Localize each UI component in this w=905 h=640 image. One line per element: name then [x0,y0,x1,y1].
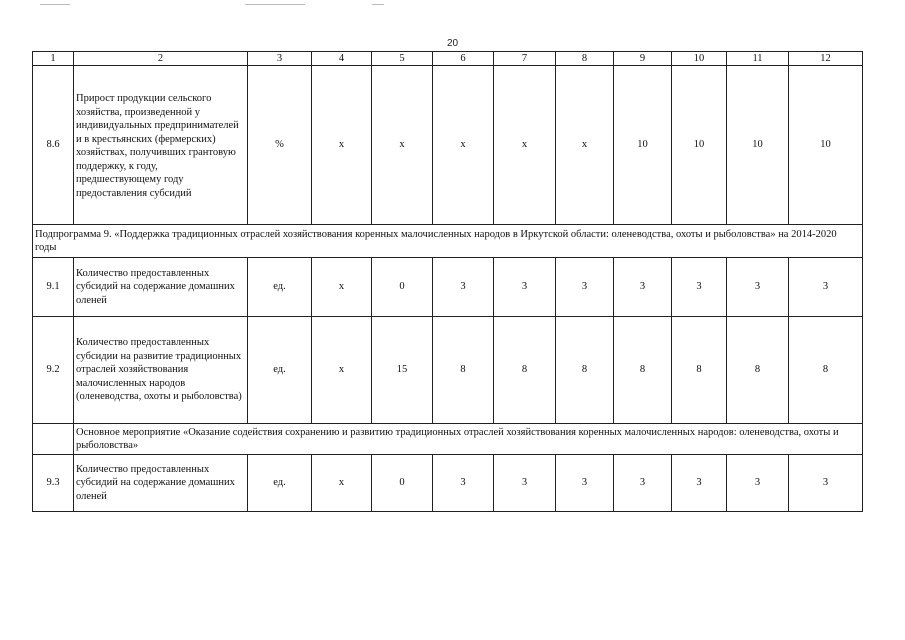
indicator-table [32,51,863,512]
value-cell: 3 [494,455,556,512]
value-cell: 3 [672,258,727,317]
value-cell: 8 [727,317,789,424]
subprogram-row [33,225,863,258]
table-row [33,455,863,512]
col-header: 4 [312,52,372,66]
row-number: 8.6 [33,66,74,225]
scan-artifact [40,4,70,5]
value-cell: 8 [672,317,727,424]
row-number: 9.1 [33,258,74,317]
value-cell: х [312,66,372,225]
unit: ед. [248,258,312,317]
indicator-name: Количество предоставленных субсидии на развитие традиционных отраслей хозяйствования малочисленных народов (оленеводства, охоты и рыболовства) [74,317,248,424]
unit: % [248,66,312,225]
main-measure-title: Основное мероприятие «Оказание содействия сохранению и развитию традиционных отраслей хозяйствования коренных малочисленных народов: оленеводства, охоты и рыболовства» [74,424,863,455]
value-cell: 8 [494,317,556,424]
scan-artifact [372,4,384,5]
col-header: 8 [556,52,614,66]
value-cell: 15 [372,317,433,424]
col-header: 9 [614,52,672,66]
col-header: 1 [33,52,74,66]
value-cell: х [312,455,372,512]
indicator-name: Количество предоставленных субсидий на содержание домашних оленей [74,455,248,512]
col-header: 2 [74,52,248,66]
indicator-name: Количество предоставленных субсидий на содержание домашних оленей [74,258,248,317]
row-number: 9.2 [33,317,74,424]
subprogram-title: Подпрограмма 9. «Поддержка традиционных отраслей хозяйствования коренных малочисленных народов в Иркутской области: оленеводства, охоты и рыболовства» на 2014-2020 годы [33,225,863,258]
value-cell: 0 [372,258,433,317]
value-cell: 3 [556,455,614,512]
value-cell: 3 [556,258,614,317]
col-header: 5 [372,52,433,66]
value-cell: х [494,66,556,225]
table-row [33,258,863,317]
value-cell: 8 [433,317,494,424]
value-cell: х [312,258,372,317]
col-header: 10 [672,52,727,66]
row-number: 9.3 [33,455,74,512]
scan-artifact [245,4,305,5]
value-cell: 3 [433,258,494,317]
page-number: 20 [446,38,459,49]
value-cell: 10 [789,66,863,225]
value-cell: 3 [789,455,863,512]
value-cell: 3 [433,455,494,512]
value-cell: 10 [614,66,672,225]
value-cell: 3 [614,455,672,512]
value-cell: 10 [727,66,789,225]
value-cell: 8 [789,317,863,424]
value-cell: 3 [672,455,727,512]
col-header: 12 [789,52,863,66]
indicator-name: Прирост продукции сельского хозяйства, произведенной у индивидуальных предпринимателей и в крестьянских (фермерских) хозяйствах, получивших грантовую поддержку, к году, предшествующему году предоставления субсидий [74,66,248,225]
value-cell: 8 [614,317,672,424]
value-cell: х [312,317,372,424]
unit: ед. [248,317,312,424]
value-cell: 3 [789,258,863,317]
value-cell: х [372,66,433,225]
col-header: 7 [494,52,556,66]
unit: ед. [248,455,312,512]
value-cell: 8 [556,317,614,424]
value-cell: 3 [614,258,672,317]
column-number-row [33,52,863,66]
main-measure-row [33,424,863,455]
col-header: 11 [727,52,789,66]
table-row [33,317,863,424]
value-cell: х [433,66,494,225]
empty-cell [33,424,74,455]
value-cell: 3 [727,455,789,512]
value-cell: 3 [494,258,556,317]
col-header: 6 [433,52,494,66]
col-header: 3 [248,52,312,66]
value-cell: 3 [727,258,789,317]
value-cell: 10 [672,66,727,225]
value-cell: 0 [372,455,433,512]
table-row [33,66,863,225]
value-cell: х [556,66,614,225]
